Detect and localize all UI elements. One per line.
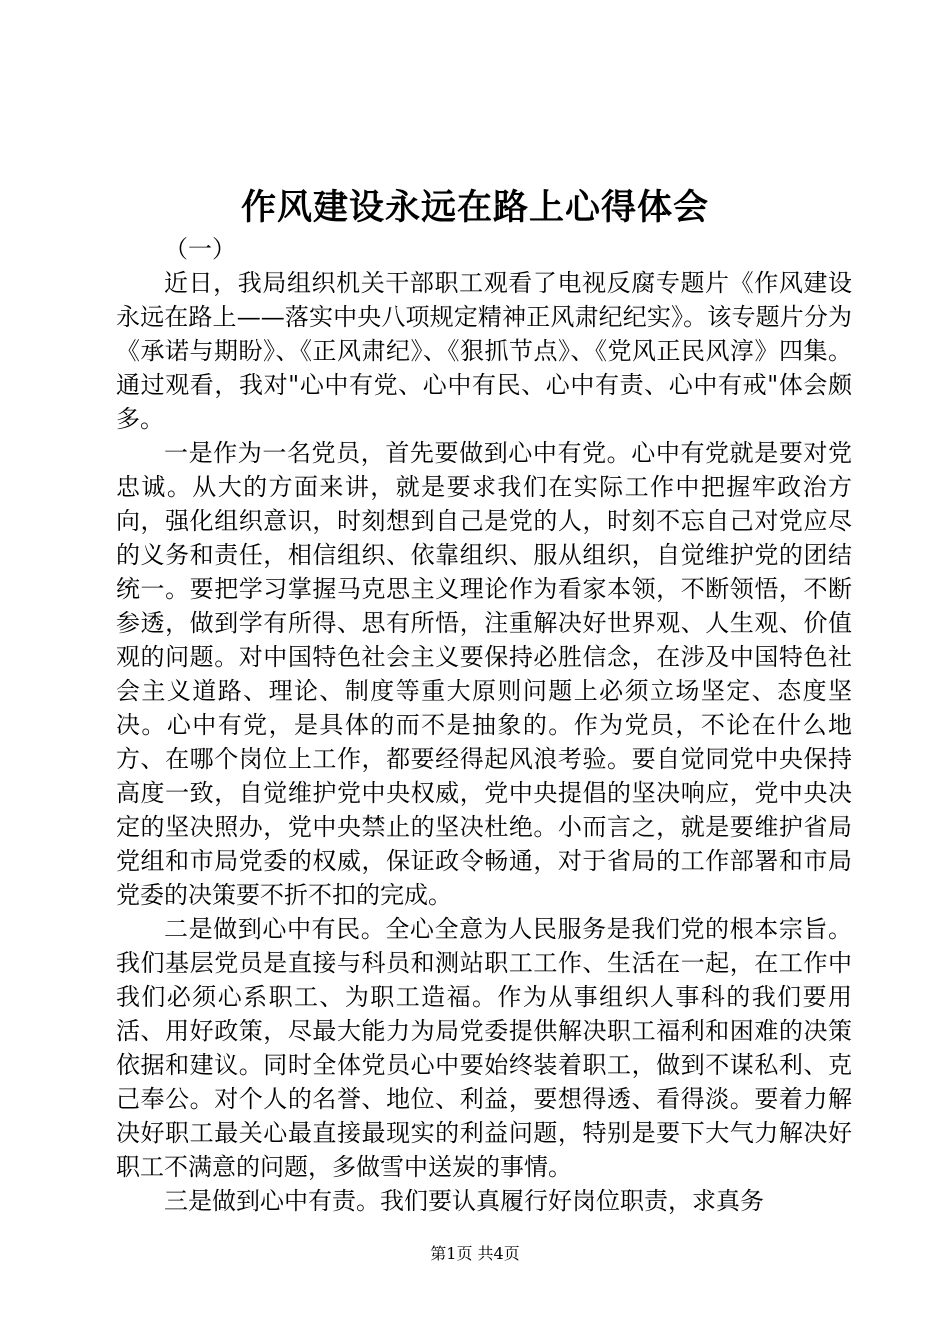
document-body	[116, 232, 852, 1218]
paragraph-intro: 近日，我局组织机关干部职工观看了电视反腐专题片《作风建设永远在路上——落实中央八项规定精神正风肃纪纪实》。该专题片分为《承诺与期盼》、《正风肃纪》、《狠抓节点》、《党风正民风淳》四集。通过观看，我对"心中有党、心中有民、心中有责、心中有戒"体会颇多。	[116, 269, 852, 433]
paragraph-point-two: 二是做到心中有民。全心全意为人民服务是我们党的根本宗旨。我们基层党员是直接与科员和测站职工工作、生活在一起，在工作中我们必须心系职工、为职工造福。作为从事组织人事科的我们要用活、用好政策，尽最大能力为局党委提供解决职工福利和困难的决策依据和建议。同时全体党员心中要始终装着职工，做到不谋私利、克己奉公。对个人的名誉、地位、利益，要想得透、看得淡。要着力解决好职工最关心最直接最现实的利益问题，特别是要下大气力解决好职工不满意的问题，多做雪中送炭的事情。	[116, 915, 852, 1181]
paragraph-point-three: 三是做到心中有责。我们要认真履行好岗位职责，求真务	[164, 1187, 764, 1215]
document-title: 作风建设永远在路上心得体会	[240, 187, 709, 228]
paragraph-point-one: 一是作为一名党员，首先要做到心中有党。心中有党就是要对党忠诚。从大的方面来讲，就是要求我们在实际工作中把握牢政治方向，强化组织意识，时刻想到自己是党的人，时刻不忘自己对党应尽的义务和责任，相信组织、依靠组织、服从组织，自觉维护党的团结统一。要把学习掌握马克思主义理论作为看家本领，不断领悟，不断参透，做到学有所得、思有所悟，注重解决好世界观、人生观、价值观的问题。对中国特色社会主义要保持必胜信念，在涉及中国特色社会主义道路、理论、制度等重大原则问题上必须立场坚定、态度坚决。心中有党，是具体的而不是抽象的。作为党员，不论在什么地方、在哪个岗位上工作，都要经得起风浪考验。要自觉同党中央保持高度一致，自觉维护党中央权威，党中央提倡的坚决响应，党中央决定的坚决照办，党中央禁止的坚决杜绝。小而言之，就是要维护省局党组和市局党委的权威，保证政令畅通，对于省局的工作部署和市局党委的决策要不折不扣的完成。	[116, 439, 852, 909]
section-label: （一）	[164, 235, 236, 263]
page-footer: 第1页 共4页	[430, 1244, 520, 1263]
